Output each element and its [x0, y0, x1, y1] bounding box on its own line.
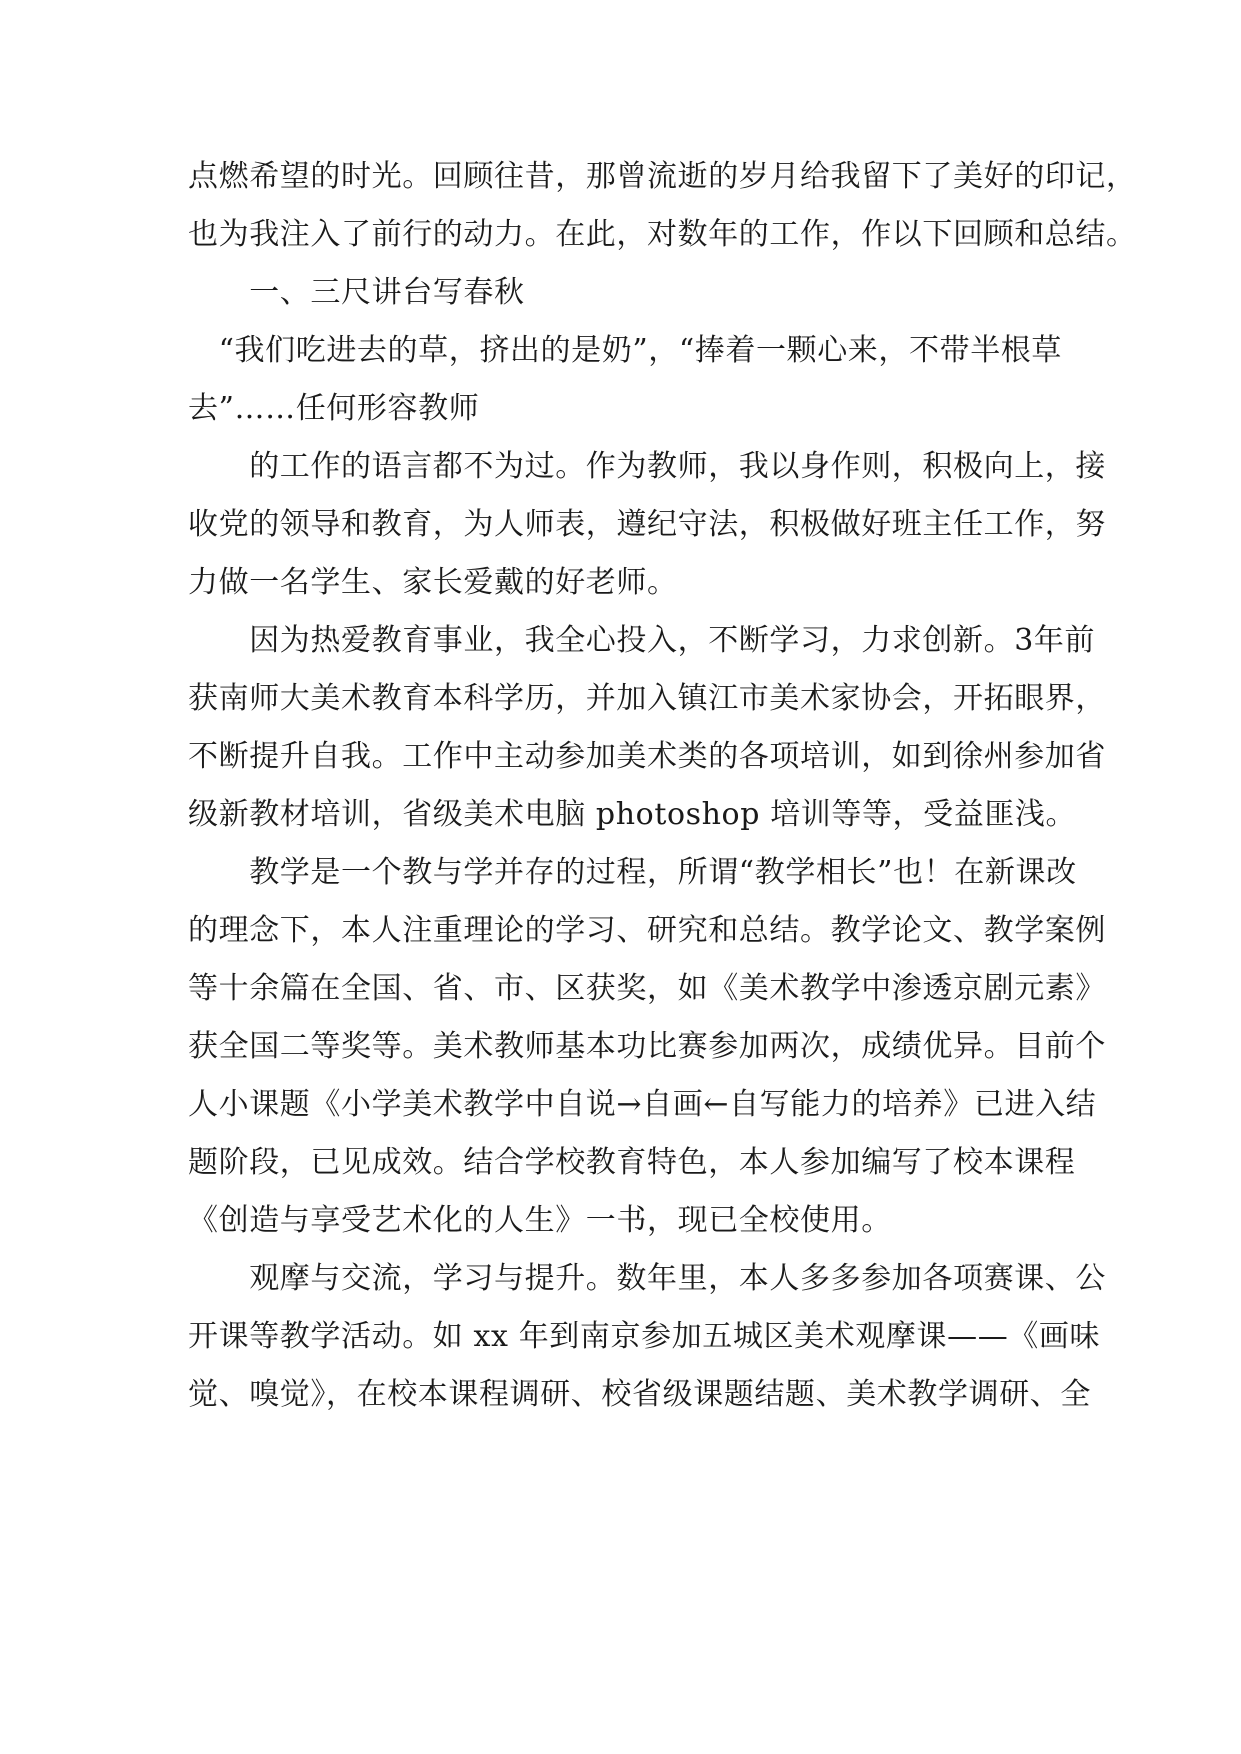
text-line: 也为我注入了前行的动力。在此，对数年的工作，作以下回顾和总结。	[188, 217, 1137, 252]
text-line: 等十余篇在全国、省、市、区获奖，如《美术教学中渗透京剧元素》	[188, 971, 1106, 1006]
text-line: 收党的领导和教育，为人师表，遵纪守法，积极做好班主任工作，努	[188, 507, 1106, 542]
text-line: 的工作的语言都不为过。作为教师，我以身作则，积极向上，接	[188, 449, 1106, 484]
text-line: 人小课题《小学美术教学中自说→自画←自写能力的培养》已进入结	[188, 1087, 1097, 1122]
text-line: 觉、嗅觉》，在校本课程调研、校省级课题结题、美术教学调研、全	[188, 1377, 1091, 1412]
text-line: 的理念下，本人注重理论的学习、研究和总结。教学论文、教学案例	[188, 913, 1106, 948]
text-line: 题阶段，已见成效。结合学校教育特色，本人参加编写了校本课程	[188, 1145, 1076, 1180]
text-line: 点燃希望的时光。回顾往昔，那曾流逝的岁月给我留下了美好的印记，	[188, 159, 1137, 194]
text-line: 不断提升自我。工作中主动参加美术类的各项培训，如到徐州参加省	[188, 739, 1106, 774]
text-line: “我们吃进去的草，挤出的是奶”，“捧着一颗心来，不带半根草	[188, 333, 1063, 368]
text-line: 获南师大美术教育本科学历，并加入镇江市美术家协会，开拓眼界，	[188, 681, 1106, 716]
text-line: 教学是一个教与学并存的过程，所谓“教学相长”也！在新课改	[188, 855, 1077, 890]
text-line: 观摩与交流，学习与提升。数年里，本人多多参加各项赛课、公	[188, 1261, 1106, 1296]
text-line: 《创造与享受艺术化的人生》一书，现已全校使用。	[188, 1203, 892, 1238]
body-text	[188, 159, 1137, 1412]
text-line: 级新教材培训，省级美术电脑 photoshop 培训等等，受益匪浅。	[188, 797, 1077, 832]
text-line: 开课等教学活动。如 xx 年到南京参加五城区美术观摩课——《画味	[188, 1319, 1101, 1354]
text-line: 一、三尺讲台写春秋	[188, 275, 525, 310]
text-line: 去”……任何形容教师	[188, 391, 480, 426]
text-line: 获全国二等奖等。美术教师基本功比赛参加两次，成绩优异。目前个	[188, 1029, 1106, 1064]
text-line: 力做一名学生、家长爱戴的好老师。	[188, 565, 678, 600]
text-line: 因为热爱教育事业，我全心投入，不断学习，力求创新。3年前	[188, 623, 1096, 658]
